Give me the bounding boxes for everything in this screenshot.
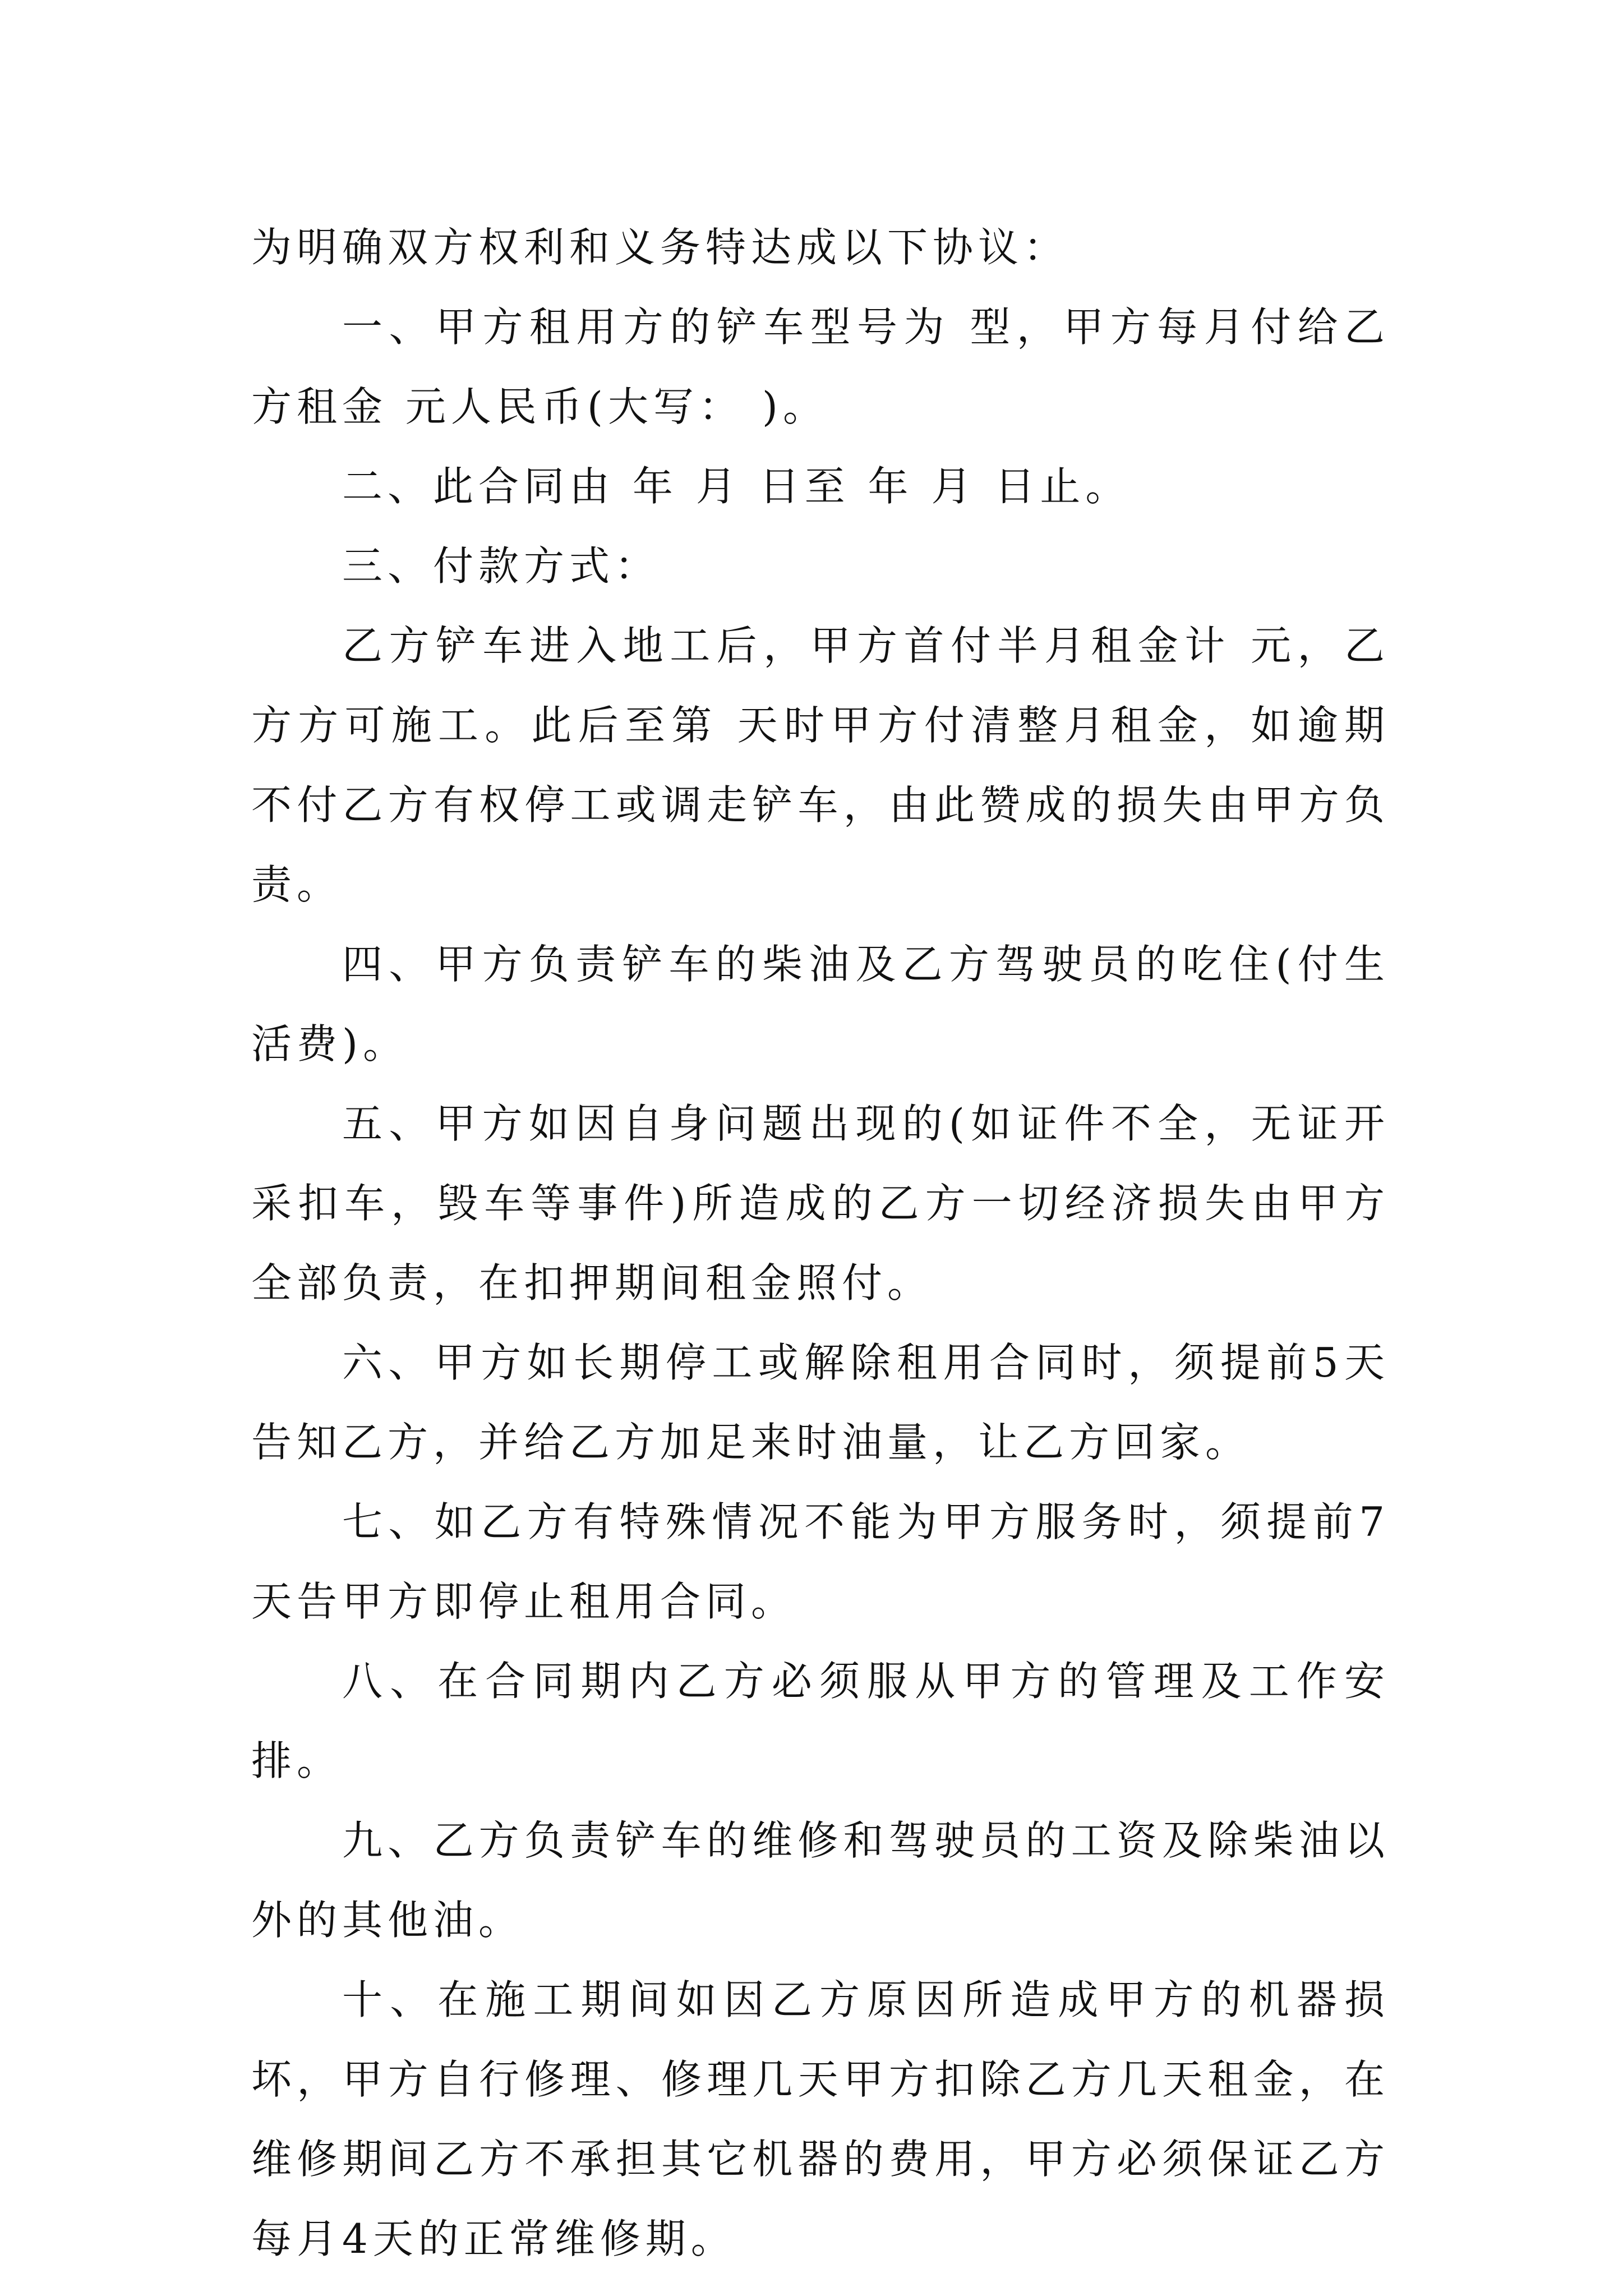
paragraph-intro: 为明确双方权利和义务特达成以下协议： xyxy=(251,224,1069,271)
paragraph-clause-7: 七、如乙方有特殊情况不能为甲方服务时，须提前7天告甲方即停止租用合同。 xyxy=(251,1498,1390,1625)
document-body xyxy=(251,208,1390,2279)
paragraph-clause-1: 一、甲方租用方的铲车型号为 型，甲方每月付给乙方租金 元人民币(大写： )。 xyxy=(251,303,1390,430)
paragraph-clause-5: 五、甲方如因自身问题出现的(如证件不全，无证开采扣车，毁车等事件)所造成的乙方一切经济损失由甲方全部负责，在扣押期间租金照付。 xyxy=(251,1100,1390,1306)
paragraph-clause-2: 二、此合同由 年 月 日至 年 月 日止。 xyxy=(342,463,1131,510)
paragraph-clause-3: 三、付款方式： xyxy=(342,542,661,590)
paragraph-clause-4: 四、甲方负责铲车的柴油及乙方驾驶员的吃住(付生活费)。 xyxy=(251,941,1390,1068)
paragraph-clause-10: 十、在施工期间如因乙方原因所造成甲方的机器损坏，甲方自行修理、修理几天甲方扣除乙方几天租金，在维修期间乙方不承担其它机器的费用，甲方必须保证乙方每月4天的正常维修期。 xyxy=(251,1976,1390,2262)
paragraph-payment-detail: 乙方铲车进入地工后，甲方首付半月租金计 元，乙方方可施工。此后至第 天时甲方付清整月租金，如逾期不付乙方有权停工或调走铲车，由此赞成的损失由甲方负责。 xyxy=(251,622,1390,908)
paragraph-clause-9: 九、乙方负责铲车的维修和驾驶员的工资及除柴油以外的其他油。 xyxy=(251,1817,1390,1944)
paragraph-clause-6: 六、甲方如长期停工或解除租用合同时，须提前5天告知乙方，并给乙方加足来时油量，让乙方回家。 xyxy=(251,1339,1390,1466)
paragraph-clause-8: 八、在合同期内乙方必须服从甲方的管理及工作安排。 xyxy=(251,1658,1390,1784)
